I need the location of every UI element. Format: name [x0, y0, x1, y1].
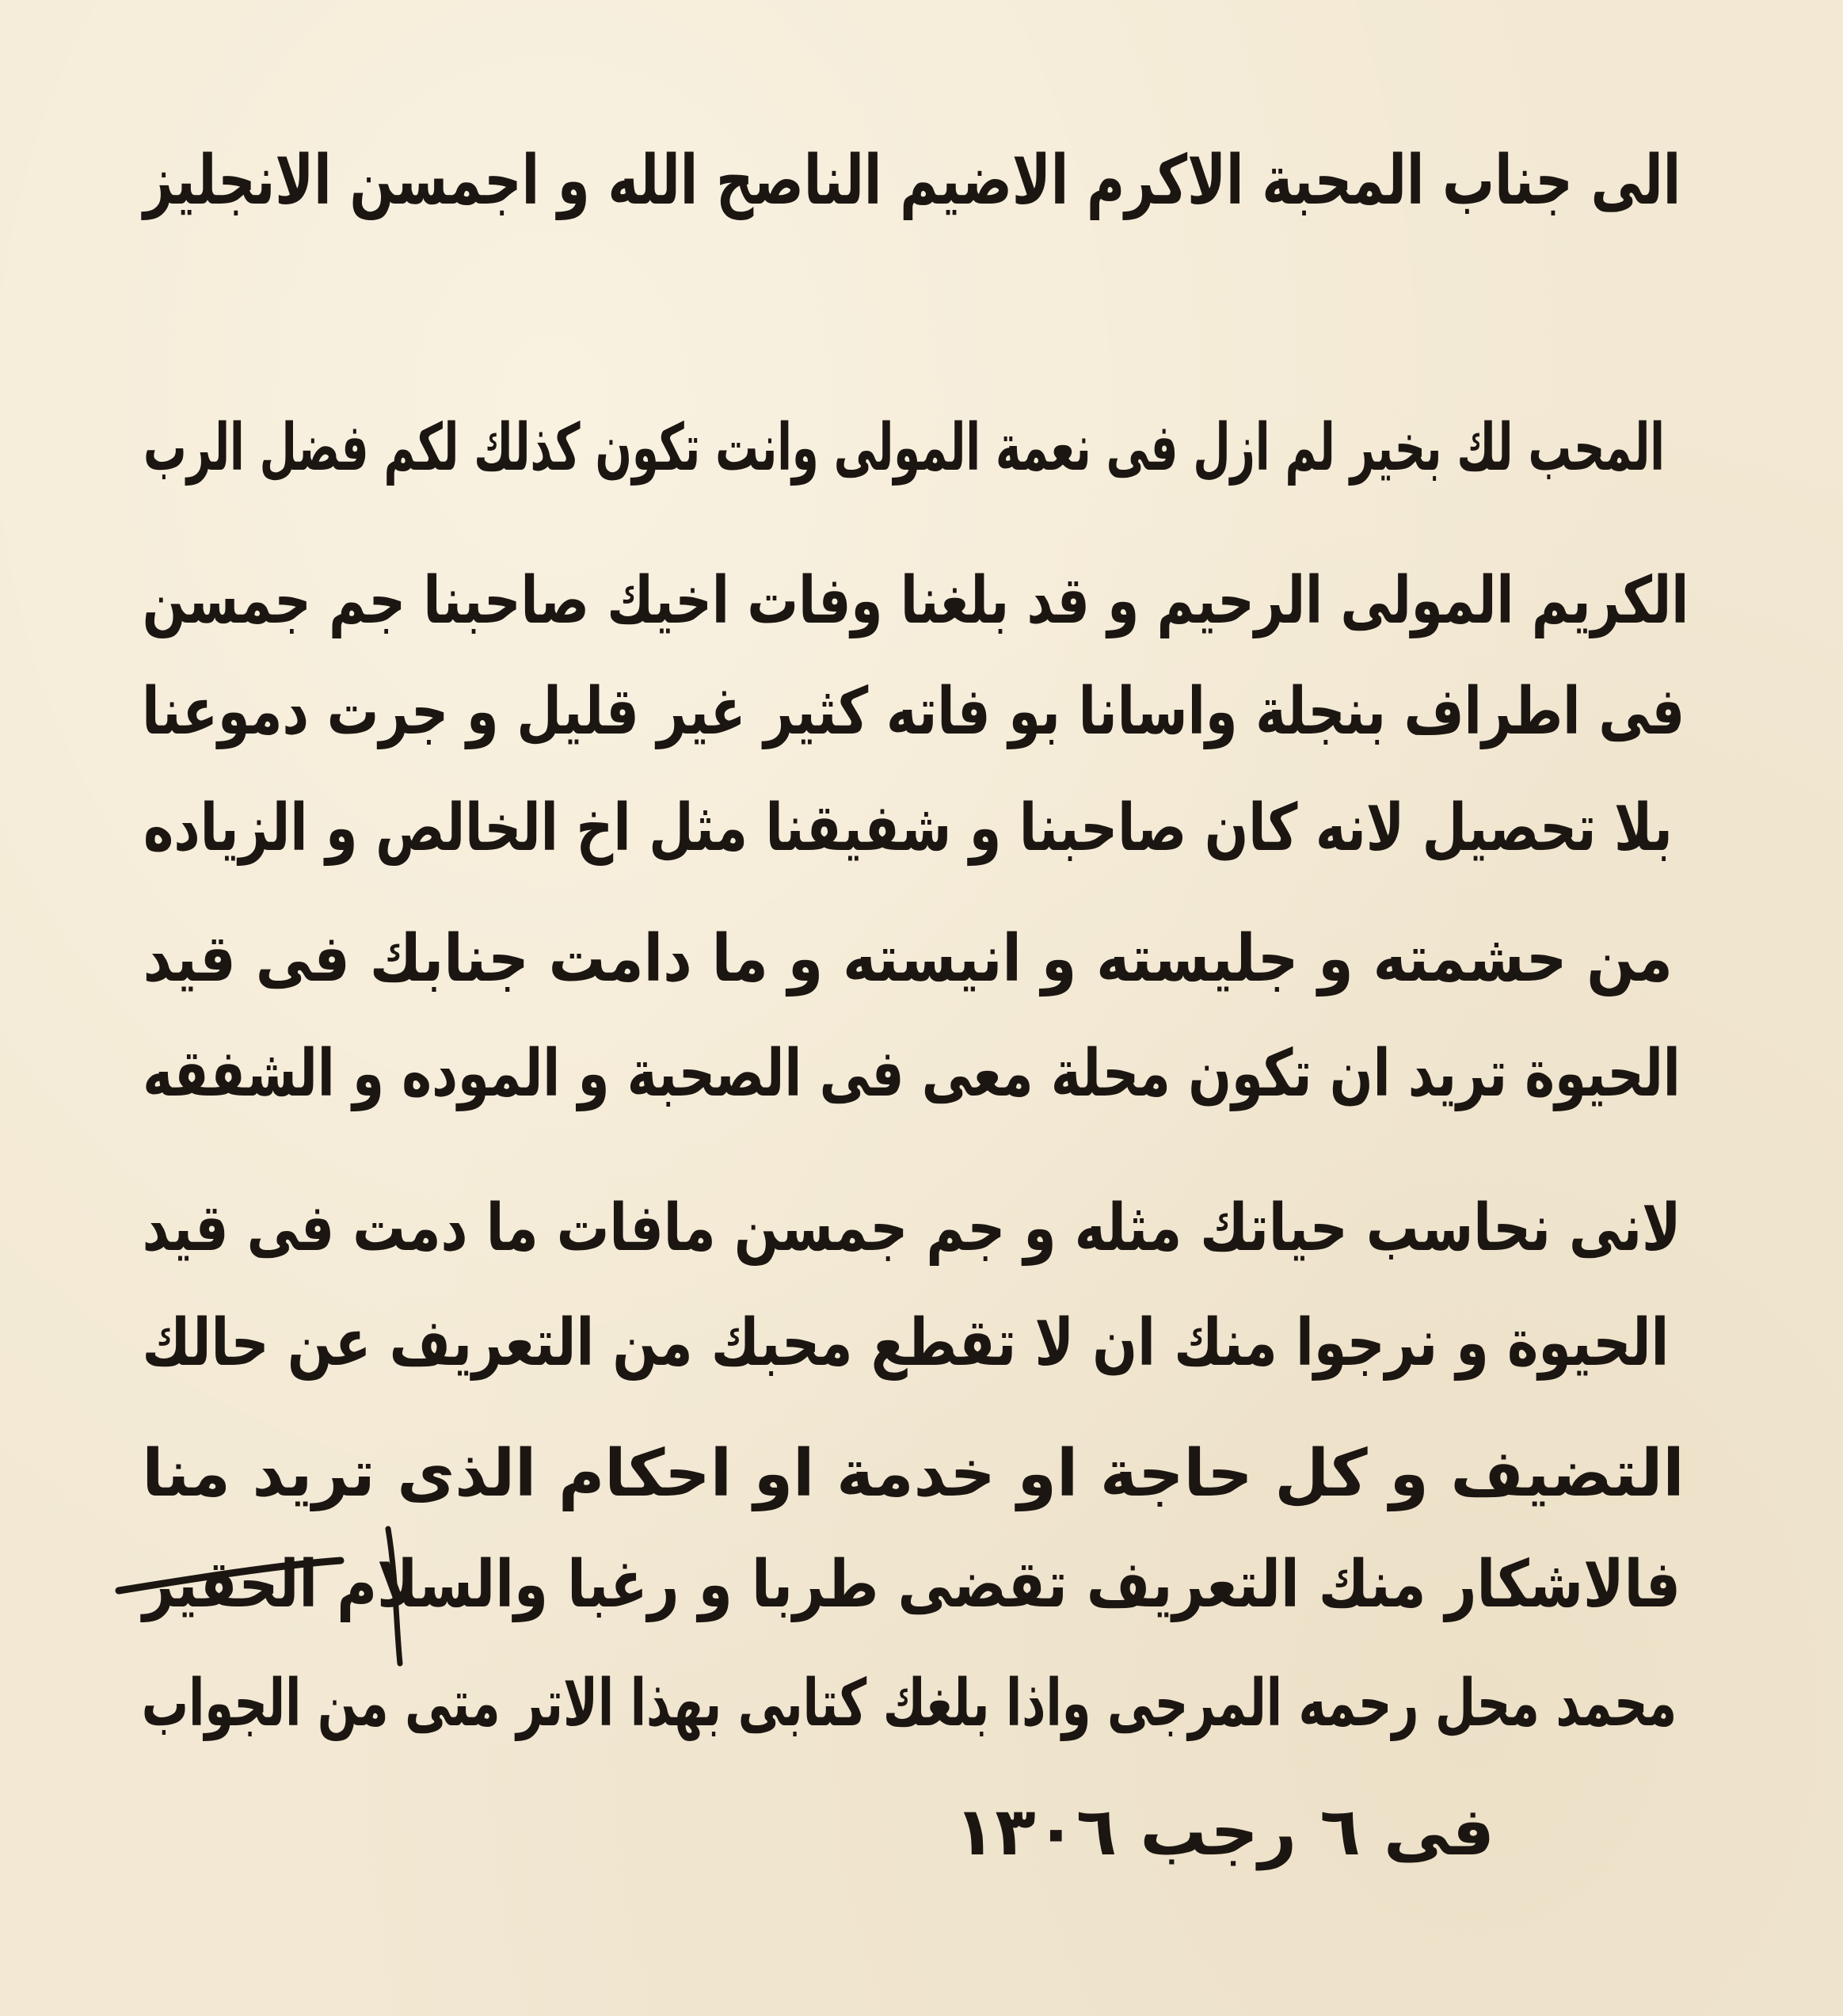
letter-line-1: المحب لك بخير لم ازل فى نعمة المولى وانت تكون كذلك لكم فضل الرب [143, 410, 1665, 486]
letter-line-11: محمد محل رحمه المرجى واذا بلغك كتابى بهذا الاتر متى من الجواب [141, 1666, 1677, 1741]
letter-line-3: فى اطراف بنجلة واسانا بو فاته كثير غير قليل و جرت دموعنا [141, 674, 1685, 749]
letter-date: فى ٦ رجب ١٣٠٦ [954, 1793, 1495, 1870]
letter-heading: الى جناب المحبة الاكرم الاضيم الناصح الله و اجمسن الانجليز [143, 141, 1681, 220]
letter-line-8: الحيوة و نرجوا منك ان لا تقطع محبك من التعريف عن حالك [142, 1305, 1669, 1381]
letter-line-2: الكريم المولى الرحيم و قد بلغنا وفات اخيك صاحبنا جم جمسن [142, 563, 1689, 638]
letter-line-7: لانى نحاسب حياتك مثله و جم جمسن مافات ما دمت فى قيد [142, 1191, 1681, 1266]
letter-line-4: بلا تحصيل لانه كان صاحبنا و شفيقنا مثل اخ الخالص و الزياده [143, 791, 1673, 866]
letter-line-6: الحيوة تريد ان تكون محلة معى فى الصحبة و الموده و الشفقه [143, 1036, 1681, 1111]
letter-line-9: التضيف و كل حاجة او خدمة او احكام الذى تريد منا [142, 1436, 1685, 1511]
letter-line-5: من حشمته و جليسته و انيسته و ما دامت جنابك فى قيد [143, 921, 1673, 997]
letter-line-10: فالاشكار منك التعريف تقضى طربا و رغبا والسلام الحقير [143, 1547, 1681, 1622]
